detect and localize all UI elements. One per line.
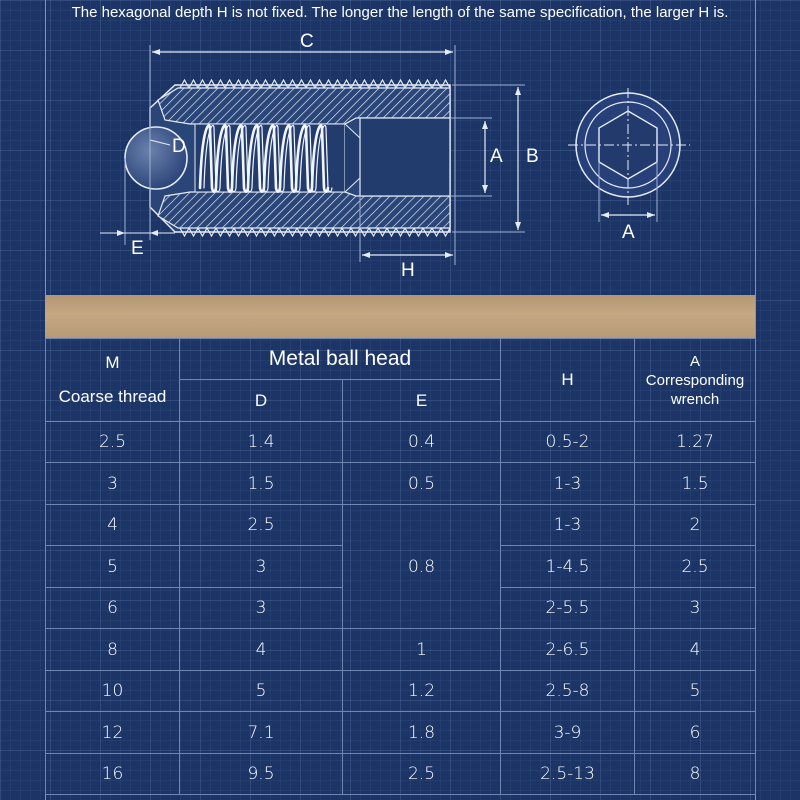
cell-e: 0.4 <box>343 422 501 463</box>
cell-h: 1-3 <box>501 463 635 505</box>
cell-e: 0.8 <box>343 505 501 629</box>
label-d: D <box>172 136 186 157</box>
header-coarse-thread: Coarse thread <box>58 387 167 406</box>
cell-a: 8 <box>635 754 756 795</box>
cell-h: 2.5-13 <box>501 754 635 795</box>
cell-m: 5 <box>46 546 180 588</box>
header-a-wrench-word: wrench <box>670 390 720 408</box>
gold-band <box>45 295 755 338</box>
cell-d: 5 <box>180 671 343 712</box>
cell-h: 0.5-2 <box>501 422 635 463</box>
cell-a: 3 <box>635 588 756 629</box>
header-h: H <box>501 339 635 422</box>
label-a: A <box>490 146 503 167</box>
header-d: D <box>180 380 343 422</box>
label-c: C <box>300 31 314 52</box>
cell-a: 1.5 <box>635 463 756 505</box>
table-row <box>46 671 756 712</box>
hex-depth-note: The hexagonal depth H is not fixed. The longer the length of the same specification, the larger H is. <box>71 4 729 21</box>
cell-a: 5 <box>635 671 756 712</box>
cell-e: 1.8 <box>343 712 501 754</box>
cell-a: 6 <box>635 712 756 754</box>
spec-table <box>45 338 756 795</box>
table-row <box>46 629 756 671</box>
cell-h: 1-4.5 <box>501 546 635 588</box>
cell-e: 2.5 <box>343 754 501 795</box>
cell-m: 16 <box>46 754 180 795</box>
header-a-corresponding: Corresponding <box>645 371 745 389</box>
label-a-end: A <box>622 222 635 243</box>
cell-a: 2 <box>635 505 756 546</box>
bottom-thread-wall <box>158 192 450 228</box>
cell-m: 10 <box>46 671 180 712</box>
cell-d: 4 <box>180 629 343 671</box>
header-a: A <box>689 352 700 370</box>
header-metal-ball-head: Metal ball head <box>180 339 501 380</box>
hex-socket <box>360 118 450 196</box>
cell-e: 0.5 <box>343 463 501 505</box>
cell-d: 1.4 <box>180 422 343 463</box>
cell-m: 3 <box>46 463 180 505</box>
cell-d: 9.5 <box>180 754 343 795</box>
table-row <box>46 712 756 754</box>
cell-a: 4 <box>635 629 756 671</box>
cell-h: 3-9 <box>501 712 635 754</box>
cell-d: 3 <box>180 588 343 629</box>
header-m-coarse <box>46 339 180 422</box>
table-row <box>46 422 756 463</box>
table-row <box>46 754 756 795</box>
cell-d: 7.1 <box>180 712 343 754</box>
cell-m: 12 <box>46 712 180 754</box>
cell-m: 4 <box>46 505 180 546</box>
cell-d: 3 <box>180 546 343 588</box>
ball-plunger-drawing <box>0 0 800 300</box>
cell-h: 1-3 <box>501 505 635 546</box>
header-a-wrench <box>635 339 756 422</box>
cell-h: 2.5-8 <box>501 671 635 712</box>
table-row <box>46 505 756 546</box>
cell-m: 2.5 <box>46 422 180 463</box>
cell-d: 1.5 <box>180 463 343 505</box>
cell-e: 1 <box>343 629 501 671</box>
header-m: M <box>105 353 120 372</box>
table-row <box>46 463 756 505</box>
cell-a: 1.27 <box>635 422 756 463</box>
label-b: B <box>526 146 539 167</box>
cell-h: 2-5.5 <box>501 588 635 629</box>
cell-m: 6 <box>46 588 180 629</box>
header-e: E <box>343 380 501 422</box>
cell-d: 2.5 <box>180 505 343 546</box>
cell-m: 8 <box>46 629 180 671</box>
cell-e: 1.2 <box>343 671 501 712</box>
cell-a: 2.5 <box>635 546 756 588</box>
cell-h: 2-6.5 <box>501 629 635 671</box>
label-h: H <box>401 260 415 281</box>
label-e: E <box>131 238 144 259</box>
